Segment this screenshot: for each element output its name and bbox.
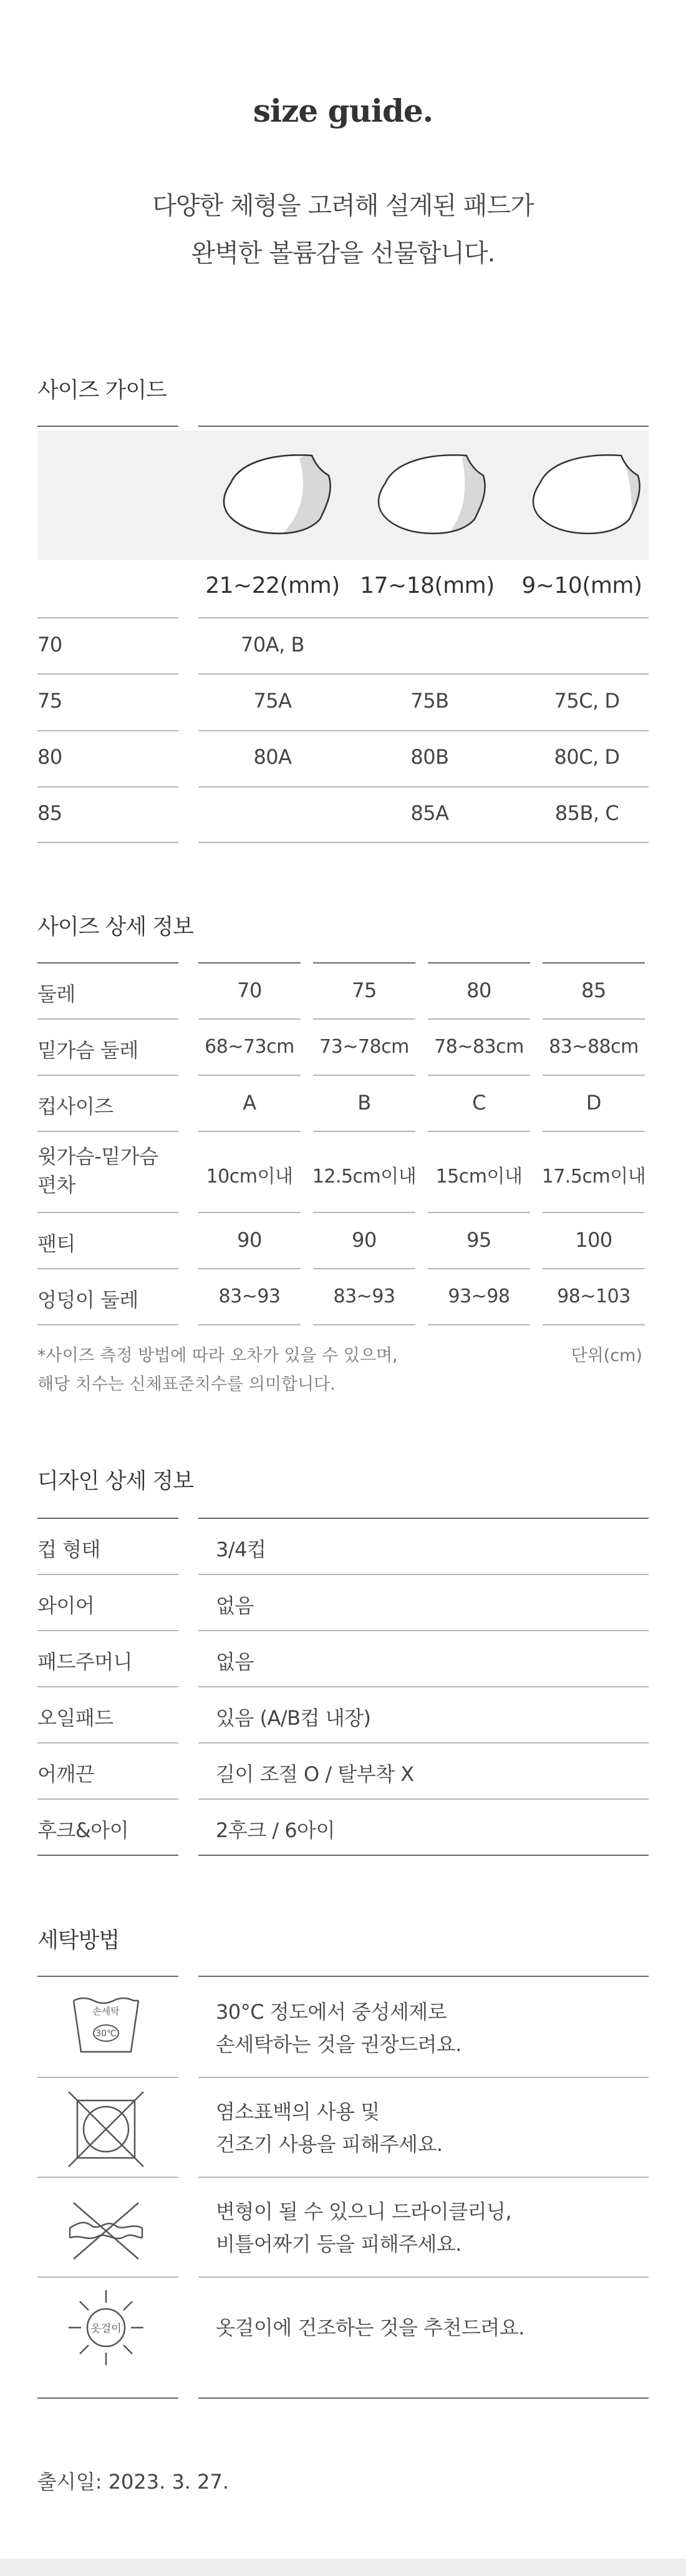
care-description [216,2311,524,2344]
icon-label: 손세탁 [92,2006,120,2017]
divider [543,1075,645,1076]
divider [37,786,178,788]
column-header: 21~22(mm) [205,573,340,598]
care-line1: 염소표백의 사용 및 [216,2100,380,2124]
divider [543,1018,645,1020]
row-label: 후크&아이 [37,1818,129,1842]
divider [37,962,178,964]
band-size: 80 [37,745,62,769]
band-size: 70 [37,633,62,656]
divider [198,1574,649,1575]
divider [198,730,649,731]
divider [37,1574,178,1575]
care-line2: 비틀어짜기 등을 피해주세요. [216,2232,461,2256]
divider [37,842,178,843]
table-cell: 68~73cm [205,1036,294,1058]
row-value: 3/4컵 [216,1538,266,1561]
measurement-note [37,1342,398,1399]
divider [37,2398,178,2399]
no-dry-clean-no-wring-icon [62,2184,150,2271]
divider [37,673,178,675]
table-cell: C [472,1091,486,1115]
row-value: 없음 [216,1594,254,1617]
table-cell: 85 [581,978,606,1002]
divider [37,1018,178,1020]
divider [428,1131,530,1132]
table-cell: 98~103 [557,1286,630,1307]
divider [198,426,649,427]
divider [198,1268,301,1269]
icon-label: 옷걸이 [90,2323,122,2335]
table-cell: 90 [237,1228,262,1252]
table-cell: 70 [237,978,262,1002]
divider [543,1268,645,1269]
size-detail-title: 사이즈 상세 정보 [37,915,193,940]
divider [198,1212,301,1213]
row-value: 길이 조절 O / 탈부착 X [216,1762,414,1786]
row-label: 오일패드 [37,1706,114,1730]
divider [37,730,178,731]
care-line1: 옷걸이에 건조하는 것을 추천드려요. [216,2316,524,2339]
table-cell: 80A [253,745,292,769]
table-cell: 12.5cm이내 [312,1166,417,1188]
care-description [216,2095,443,2160]
divider [198,1976,649,1977]
table-cell: 100 [575,1228,612,1252]
note-line1: *사이즈 측정 방법에 따라 오차가 있을 수 있으며, [37,1346,398,1365]
divider [198,1075,301,1076]
divider [543,1324,645,1325]
divider [198,2276,649,2278]
table-cell: 70A, B [241,633,304,656]
divider [198,1518,649,1519]
table-cell: 75 [352,978,377,1002]
divider [198,1018,301,1020]
care-line1: 변형이 될 수 있으니 드라이클리닝, [216,2200,512,2223]
band-size: 75 [37,689,62,713]
row-value: 없음 [216,1650,254,1674]
hand-wash-30c-icon [62,1982,150,2069]
divider [198,1686,649,1687]
divider [313,962,415,964]
divider [198,617,649,618]
row-label: 와이어 [37,1594,95,1617]
row-value: 있음 (A/B컵 내장) [216,1706,371,1730]
divider [37,1686,178,1687]
divider [37,2177,178,2178]
divider [428,962,530,964]
table-cell: 73~78cm [319,1036,409,1058]
table-cell: 90 [352,1228,377,1252]
divider [543,962,645,964]
divider [37,1630,178,1631]
cup-illustration-medium [370,444,488,538]
icon-temp: 30℃ [95,2029,117,2039]
table-cell: 83~93 [218,1286,281,1307]
care-line1: 30°C 정도에서 중성세제로 [216,2000,447,2024]
divider [313,1131,415,1132]
divider [37,1324,178,1325]
table-cell: 17.5cm이내 [541,1166,646,1188]
table-cell: 80B [410,745,449,769]
divider [313,1268,415,1269]
release-date: 출시일: 2023. 3. 27. [37,2470,229,2494]
divider [37,1212,178,1213]
table-cell: 75A [253,689,292,713]
divider [198,1630,649,1631]
divider [37,1518,178,1519]
table-cell: 10cm이내 [206,1166,293,1188]
care-title: 세탁방법 [37,1928,120,1953]
divider [37,617,178,618]
row-label-line2: 편차 [37,1173,75,1197]
divider [313,1075,415,1076]
divider [198,962,301,964]
divider [313,1324,415,1325]
hero-subtitle [0,182,686,277]
row-label [37,1142,158,1199]
divider [37,1976,178,1977]
divider [198,2398,649,2399]
size-guide-title: 사이즈 가이드 [37,378,167,403]
design-detail-title: 디자인 상세 정보 [37,1469,193,1494]
hero-subtitle-line1: 다양한 체형을 고려해 설계된 패드가 [152,192,534,220]
divider [37,2276,178,2278]
divider [37,426,178,427]
table-cell: 83~88cm [549,1036,639,1058]
divider [198,2177,649,2178]
row-label: 엉덩이 둘레 [37,1288,138,1312]
row-label: 어깨끈 [37,1762,95,1786]
care-line2: 건조기 사용을 피해주세요. [216,2132,443,2156]
table-cell: 83~93 [333,1286,395,1307]
divider [198,2077,649,2078]
divider [428,1268,530,1269]
care-line2: 손세탁하는 것을 권장드려요. [216,2032,461,2056]
divider [37,1131,178,1132]
row-label: 컵 형태 [37,1538,100,1561]
table-cell: 80 [466,978,491,1002]
divider [198,1324,301,1325]
divider [37,1268,178,1269]
table-cell: 75B [410,689,449,713]
row-label: 컵사이즈 [37,1095,114,1118]
care-description [216,2195,511,2260]
divider [198,786,649,788]
row-label: 둘레 [37,982,75,1006]
cup-illustration-large [215,444,334,538]
table-cell: 93~98 [448,1286,510,1307]
table-cell: 75C, D [554,689,620,713]
table-cell: B [357,1091,371,1115]
divider [198,1798,649,1800]
unit-label: 단위(cm) [571,1346,642,1365]
table-cell: A [243,1091,256,1115]
column-header: 9~10(mm) [521,573,642,598]
divider [428,1324,530,1325]
divider [428,1018,530,1020]
table-cell: 78~83cm [434,1036,524,1058]
divider [198,842,649,843]
band-size: 85 [37,801,62,825]
hanger-dry-icon [62,2284,150,2371]
table-cell: 95 [466,1228,491,1252]
divider [543,1131,645,1132]
divider [313,1212,415,1213]
divider [37,1798,178,1800]
row-label: 팬티 [37,1232,75,1256]
table-cell: 85B, C [554,801,619,825]
note-line2: 해당 치수는 신체표준치수를 의미합니다. [37,1375,336,1394]
divider [198,673,649,675]
table-cell: 15cm이내 [435,1166,523,1188]
table-cell: 85A [410,801,449,825]
row-label: 패드주머니 [37,1650,133,1674]
footer-bar [0,2559,686,2576]
page-title: size guide. [253,92,433,129]
no-bleach-no-dryer-icon [62,2086,150,2173]
column-header: 17~18(mm) [360,573,495,598]
row-label: 밑가슴 둘레 [37,1038,138,1062]
divider [198,1855,649,1856]
divider [543,1212,645,1213]
hero-subtitle-line2: 완벽한 볼륨감을 선물합니다. [191,239,495,268]
row-label-line1: 윗가슴-밑가슴 [37,1144,158,1168]
cup-illustration-small [524,444,643,538]
table-cell: 80C, D [554,745,620,769]
divider [198,1742,649,1744]
care-description [216,1996,461,2061]
divider [37,2077,178,2078]
divider [37,1075,178,1076]
divider [37,1855,178,1856]
divider [313,1018,415,1020]
divider [198,1131,301,1132]
row-value: 2후크 / 6아이 [216,1818,335,1842]
divider [428,1212,530,1213]
divider [428,1075,530,1076]
table-cell: D [586,1091,602,1115]
divider [37,1742,178,1744]
